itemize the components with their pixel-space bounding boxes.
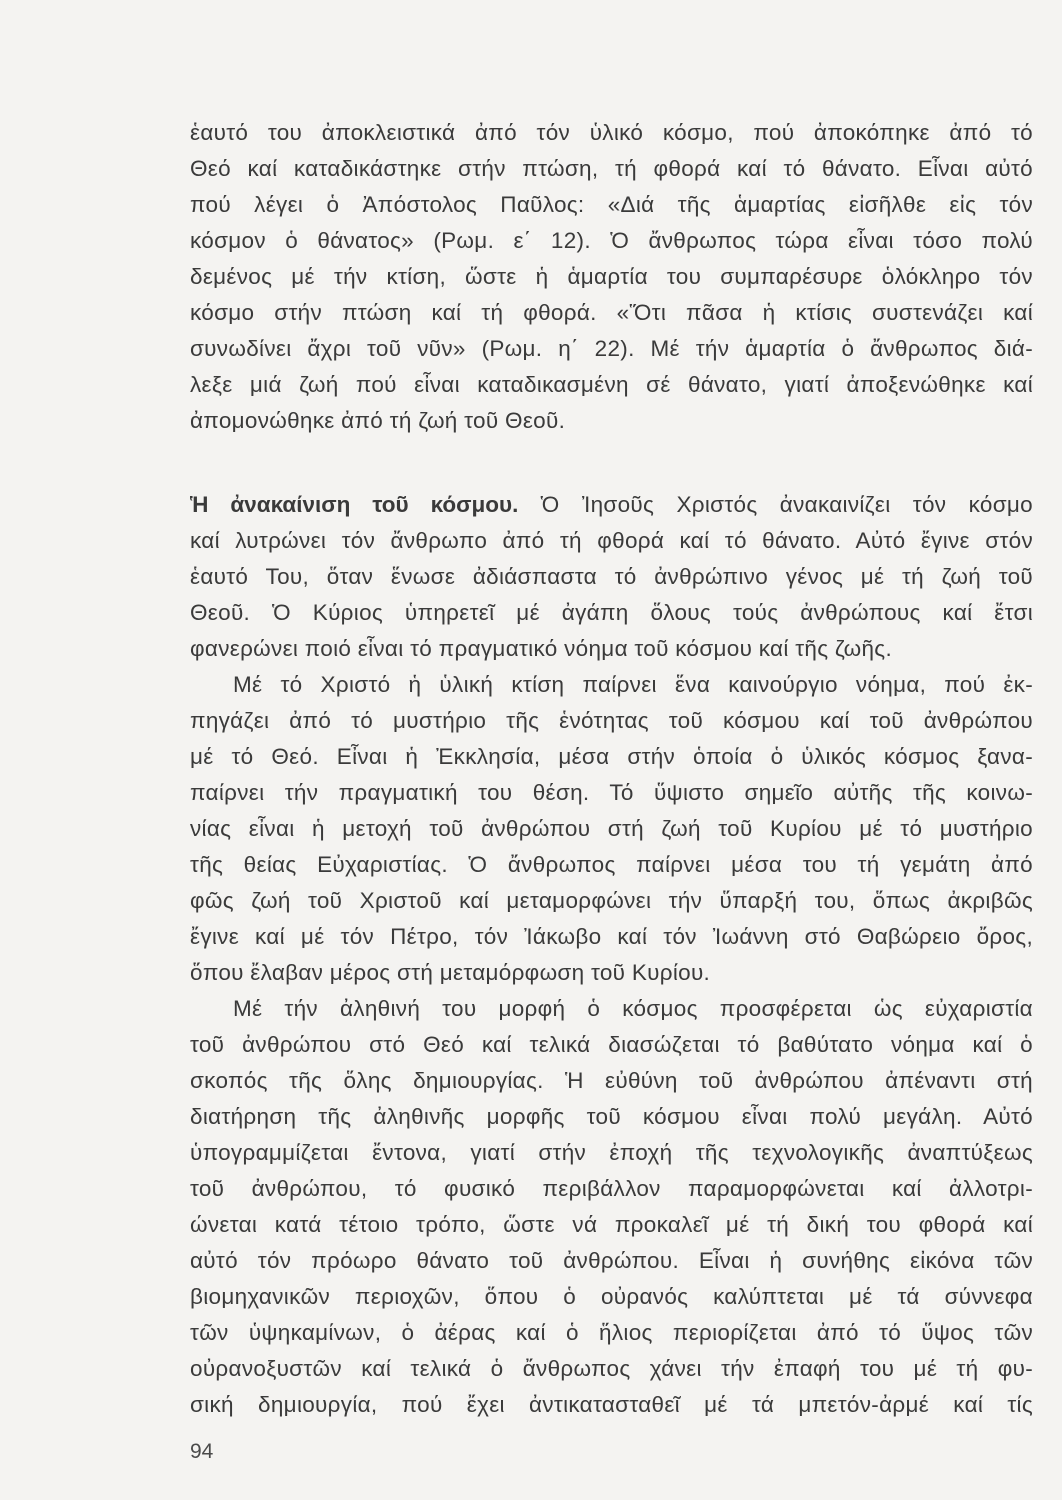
text-line: τοῦ ἀνθρώπου στό Θεό καί τελικά διασώζεται τό βαθύτατο νόημα καί ὁ <box>190 1032 1033 1057</box>
text-line: τοῦ ἀνθρώπου, τό φυσικό περιβάλλον παραμορφώνεται καί ἀλλοτρι- <box>190 1176 1033 1201</box>
text-line: δεμένος μέ τήν κτίση, ὥστε ἡ ἁμαρτία του συμπαρέσυρε ὁλόκληρο τόν <box>190 264 1033 289</box>
text-line: ώνεται κατά τέτοιο τρόπο, ὥστε νά προκαλεῖ μέ τή δική του φθορά καί <box>190 1212 1033 1237</box>
text-line: ὑπογραμμίζεται ἔντονα, γιατί στήν ἐποχή τῆς τεχνολογικῆς ἀναπτύξεως <box>190 1140 1033 1165</box>
text-line: ἀπομονώθηκε ἀπό τή ζωή τοῦ Θεοῦ. <box>190 408 566 433</box>
text-line: ἔγινε καί μέ τόν Πέτρο, τόν Ἰάκωβο καί τόν Ἰωάννη στό Θαβώρειο ὄρος, <box>190 924 1033 949</box>
text-line: καί λυτρώνει τόν ἄνθρωπο ἀπό τή φθορά καί τό θάνατο. Αὐτό ἔγινε στόν <box>190 528 1033 553</box>
text-line: σκοπός τῆς ὅλης δημιουργίας. Ἡ εὐθύνη τοῦ ἀνθρώπου ἀπέναντι στή <box>190 1068 1033 1093</box>
section-heading: Ἡ ἀνακαίνιση τοῦ κόσμου. <box>190 492 519 517</box>
text-line: Θεό καί καταδικάστηκε στήν πτώση, τή φθορά καί τό θάνατο. Εἶναι αὐτό <box>190 156 1033 181</box>
text-line: ἑαυτό του ἀποκλειστικά ἀπό τόν ὑλικό κόσμο, πού ἀποκόπηκε ἀπό τό <box>190 120 1033 145</box>
heading-line <box>190 490 1033 520</box>
text-line: φῶς ζωή τοῦ Χριστοῦ καί μεταμορφώνει τήν ὕπαρξή του, ὅπως ἀκριβῶς <box>190 888 1033 913</box>
text-line: τῶν ὑψηκαμίνων, ὁ ἀέρας καί ὁ ἥλιος περιορίζεται ἀπό τό ὕψος τῶν <box>190 1320 1033 1345</box>
text-line: Θεοῦ. Ὁ Κύριος ὑπηρετεῖ μέ ἀγάπη ὅλους τούς ἀνθρώπους καί ἔτσι <box>190 600 1033 625</box>
text-line: κόσμον ὁ θάνατος» (Ρωμ. ε΄ 12). Ὁ ἄνθρωπος τώρα εἶναι τόσο πολύ <box>190 228 1033 253</box>
text-line: τῆς θείας Εὐχαριστίας. Ὁ ἄνθρωπος παίρνει μέσα του τή γεμάτη ἀπό <box>190 852 1033 877</box>
text-line: διατήρηση τῆς ἀληθινῆς μορφῆς τοῦ κόσμου εἶναι πολύ μεγάλη. Αὐτό <box>190 1104 1033 1129</box>
text-line: συνωδίνει ἄχρι τοῦ νῦν» (Ρωμ. η΄ 22). Μέ τήν ἁμαρτία ὁ ἄνθρωπος διά- <box>190 336 1033 361</box>
text-line: Μέ τό Χριστό ἡ ὑλική κτίση παίρνει ἕνα καινούργιο νόημα, πού ἐκ- <box>233 672 1033 697</box>
text-line: κόσμο στήν πτώση καί τή φθορά. «Ὅτι πᾶσα ἡ κτίσις συστενάζει καί <box>190 300 1033 325</box>
text-line: Μέ τήν ἀληθινή του μορφή ὁ κόσμος προσφέρεται ὡς εὐχαριστία <box>233 996 1033 1021</box>
text-line: σική δημιουργία, πού ἔχει ἀντικατασταθεῖ μέ τά μπετόν-ἀρμέ καί τίς <box>190 1392 1033 1417</box>
text-line: αὐτό τόν πρόωρο θάνατο τοῦ ἀνθρώπου. Εἶναι ἡ συνήθης εἰκόνα τῶν <box>190 1248 1033 1273</box>
heading-line-text: Ὁ Ἰησοῦς Χριστός ἀνακαινίζει τόν κόσμο <box>518 492 1033 517</box>
text-line: ἑαυτό Του, ὅταν ἕνωσε ἀδιάσπαστα τό ἀνθρώπινο γένος μέ τή ζωή τοῦ <box>190 564 1033 589</box>
text-line: λεξε μιά ζωή πού εἶναι καταδικασμένη σέ θάνατο, γιατί ἀποξενώθηκε καί <box>190 372 1033 397</box>
text-line: βιομηχανικῶν περιοχῶν, ὅπου ὁ οὐρανός καλύπτεται μέ τά σύννεφα <box>190 1284 1033 1309</box>
text-line: παίρνει τήν πραγματική του θέση. Τό ὕψιστο σημεῖο αὐτῆς τῆς κοινω- <box>190 780 1033 805</box>
page-number: 94 <box>190 1440 214 1463</box>
text-line: πού λέγει ὁ Ἀπόστολος Παῦλος: «Διά τῆς ἁμαρτίας εἰσῆλθε εἰς τόν <box>190 192 1033 217</box>
text-line: φανερώνει ποιό εἶναι τό πραγματικό νόημα τοῦ κόσμου καί τῆς ζωῆς. <box>190 636 892 661</box>
text-line: ὅπου ἔλαβαν μέρος στή μεταμόρφωση τοῦ Κυρίου. <box>190 960 711 985</box>
text-line: νίας εἶναι ἡ μετοχή τοῦ ἀνθρώπου στή ζωή τοῦ Κυρίου μέ τό μυστήριο <box>190 816 1033 841</box>
text-line: πηγάζει ἀπό τό μυστήριο τῆς ἑνότητας τοῦ κόσμου καί τοῦ ἀνθρώπου <box>190 708 1033 733</box>
text-line: οὐρανοξυστῶν καί τελικά ὁ ἄνθρωπος χάνει τήν ἐπαφή του μέ τή φυ- <box>190 1356 1033 1381</box>
text-line: μέ τό Θεό. Εἶναι ἡ Ἐκκλησία, μέσα στήν ὁποία ὁ ὑλικός κόσμος ξανα- <box>190 744 1033 769</box>
